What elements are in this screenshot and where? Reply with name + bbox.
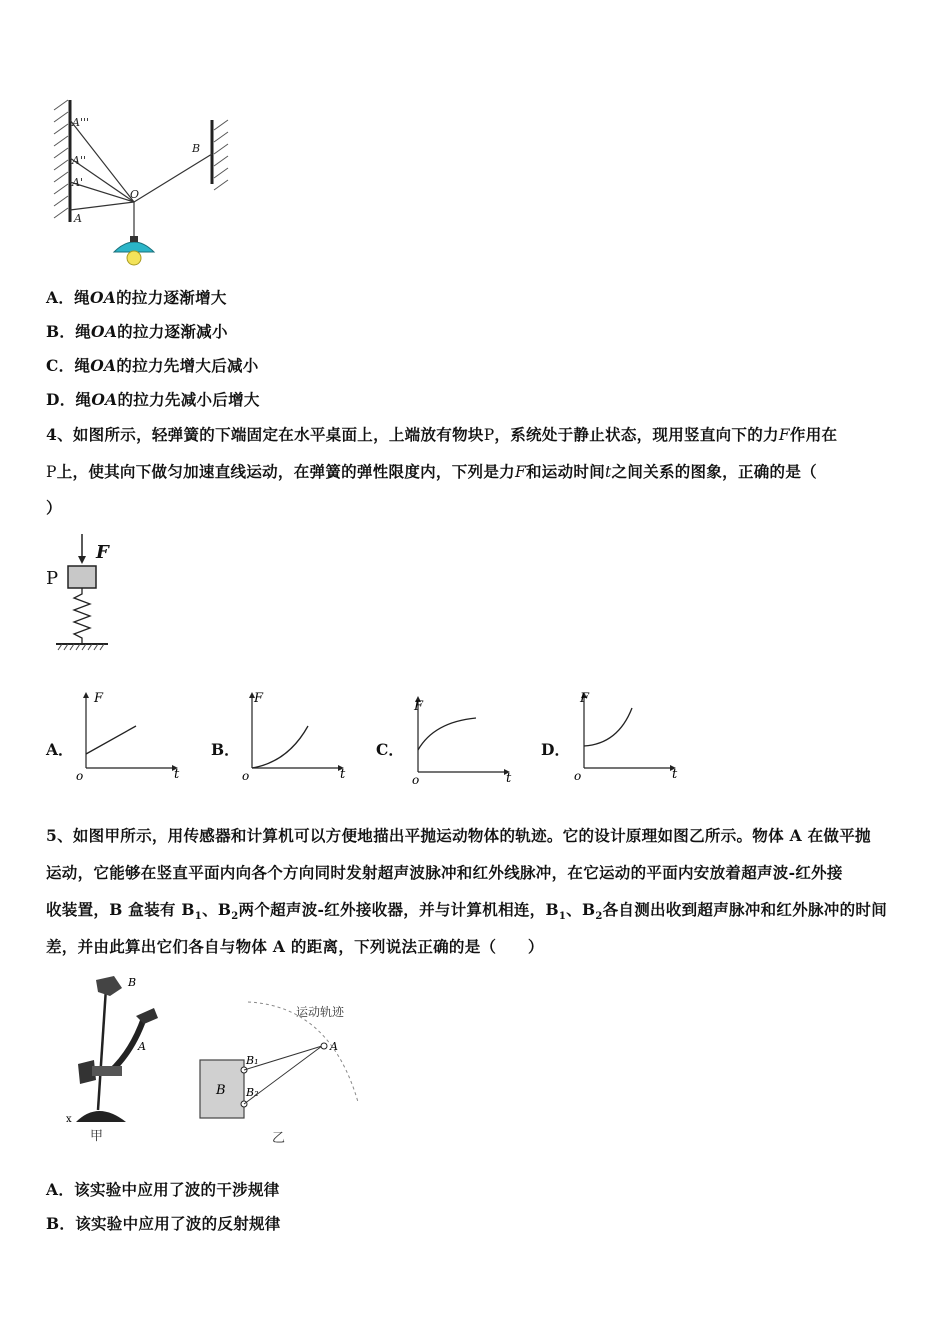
y-label: F	[254, 691, 264, 706]
block-label-p: P	[46, 568, 59, 589]
stem-text: 之间关系的图象，正确的是（	[611, 462, 817, 481]
stem-var-p: P	[483, 426, 495, 444]
x-label: t	[672, 767, 678, 782]
q5-stem-line2: 运动，它能够在竖直平面内向各个方向同时发射超声波脉冲和红外线脉冲，在它运动的平面内安放着超声波-红外接	[46, 863, 843, 882]
option-text: 的拉力先减小后增大	[117, 390, 260, 409]
graph-a-svg	[72, 686, 182, 782]
box-b-label: B	[216, 1083, 226, 1098]
option-text: 绳	[75, 390, 92, 409]
y-arrow	[83, 692, 89, 698]
option-text: 的拉力先增大后减小	[116, 356, 259, 375]
origin-label: o	[76, 769, 84, 782]
option-text: 绳	[75, 322, 92, 341]
q3-option-a[interactable]	[46, 286, 227, 308]
option-text: 该实验中应用了波的干涉规律	[74, 1180, 280, 1199]
y-label: F	[580, 691, 590, 706]
q5-figure-yi	[190, 998, 370, 1148]
q5-stem-line3	[46, 898, 887, 922]
y-label: F	[94, 691, 104, 706]
option-letter: D．	[46, 390, 76, 409]
origin-label: o	[242, 769, 250, 782]
graph-c-svg	[404, 690, 514, 786]
jia-label-a: A	[138, 1040, 146, 1053]
option-var: OA	[89, 288, 117, 307]
graph-b-svg	[238, 686, 348, 782]
label-A2: A''	[72, 154, 86, 167]
q4-stem-line2	[46, 460, 817, 482]
force-label-f: F	[96, 542, 109, 563]
q5-stem-line1: 5、如图甲所示，用传感器和计算机可以方便地描出平抛运动物体的轨迹。它的设计原理如图乙所示。物体 A 在做平抛	[46, 826, 871, 845]
x-label: t	[506, 771, 512, 786]
stem-var-t: t	[605, 463, 612, 481]
stem-text: 各自测出收到超声脉冲和红外脉冲的时间	[602, 900, 888, 919]
x-label: t	[340, 767, 346, 782]
option-text: 绳	[74, 288, 90, 307]
q3-option-b[interactable]	[46, 320, 228, 342]
option-letter: B．	[46, 1214, 76, 1233]
option-letter: A．	[46, 1180, 75, 1199]
label-A: A	[74, 212, 82, 225]
stem-text: 4、如图所示，轻弹簧的下端固定在水平桌面上，上端放有物块	[46, 425, 484, 444]
a-label: A	[330, 1040, 338, 1053]
q5-option-b[interactable]	[46, 1212, 281, 1234]
subscript: 2	[595, 911, 603, 923]
stem-text: 和运动时间	[526, 462, 606, 481]
yi-caption: 乙	[272, 1131, 286, 1146]
x-label: t	[174, 767, 180, 782]
stem-text: 、B	[202, 900, 232, 919]
q3-rope-lamp-figure	[48, 96, 248, 271]
graph-curve	[584, 708, 632, 746]
q4-option-c-graph[interactable]	[404, 690, 514, 786]
q4-option-c-label[interactable]: C．	[376, 740, 404, 759]
option-text: 的拉力逐渐增大	[116, 288, 227, 307]
q4-option-a-graph[interactable]	[72, 686, 182, 782]
stem-text: 两个超声波-红外接收器，并与计算机相连，B	[238, 900, 559, 919]
graph-curve	[86, 726, 136, 754]
q4-option-d-graph[interactable]	[570, 686, 680, 782]
graph-curve	[418, 718, 476, 750]
q3-option-d[interactable]	[46, 388, 260, 410]
label-B: B	[192, 142, 201, 155]
option-letter: A．	[46, 288, 75, 307]
origin-label: o	[574, 769, 582, 782]
subscript: 1	[558, 911, 567, 923]
q4-option-a-label[interactable]: A．	[46, 740, 74, 759]
option-text: 绳	[74, 356, 91, 375]
b1-label: B₁	[246, 1054, 259, 1067]
option-var: OA	[91, 322, 118, 341]
graph-d-svg	[570, 686, 680, 782]
origin-label: o	[412, 773, 420, 786]
stem-text: 上，使其向下做匀加速直线运动，在弹簧的弹性限度内，下列是力	[56, 462, 515, 481]
stem-var-f: F	[778, 426, 790, 444]
option-letter: C．	[46, 356, 75, 375]
option-text: 的拉力逐渐减小	[117, 322, 228, 341]
label-A3: A'''	[72, 116, 90, 129]
option-text: 该实验中应用了波的反射规律	[75, 1214, 281, 1233]
q5-stem-line4: 差，并由此算出它们各自与物体 A 的距离，下列说法正确的是（ ）	[46, 937, 544, 956]
option-var: OA	[90, 356, 117, 375]
stem-text: ，系统处于静止状态，现用竖直向下的力	[494, 425, 779, 444]
q4-stem-line3: ）	[46, 498, 62, 517]
jia-caption: 甲	[90, 1129, 104, 1144]
q4-spring-block-figure	[44, 532, 134, 657]
q5-option-a[interactable]	[46, 1178, 280, 1200]
label-A1: A'	[72, 176, 83, 189]
q4-option-b-label[interactable]: B．	[211, 740, 240, 759]
option-var: OA	[91, 390, 118, 409]
stem-text: 收装置，B 盒装有 B	[46, 900, 195, 919]
subscript: 2	[231, 911, 239, 923]
trajectory-label: 运动轨迹	[296, 1005, 345, 1019]
q5-figure-jia	[62, 972, 172, 1147]
stem-var-p: P	[46, 463, 57, 481]
q4-stem-line1	[46, 423, 837, 445]
jia-label-x: x	[66, 1114, 72, 1125]
label-O: O	[130, 188, 140, 201]
stem-text: 、B	[566, 900, 596, 919]
b2-label: B₂	[246, 1086, 259, 1099]
subscript: 1	[194, 911, 203, 923]
q3-option-c[interactable]	[46, 354, 259, 376]
stem-text: 作用在	[789, 425, 838, 444]
q4-option-d-label[interactable]: D．	[541, 740, 570, 759]
y-label: F	[414, 699, 424, 714]
jia-label-b: B	[128, 976, 137, 989]
option-letter: B．	[46, 322, 76, 341]
graph-curve	[252, 726, 308, 768]
stem-var-f: F	[514, 463, 526, 481]
q4-option-b-graph[interactable]	[238, 686, 348, 782]
